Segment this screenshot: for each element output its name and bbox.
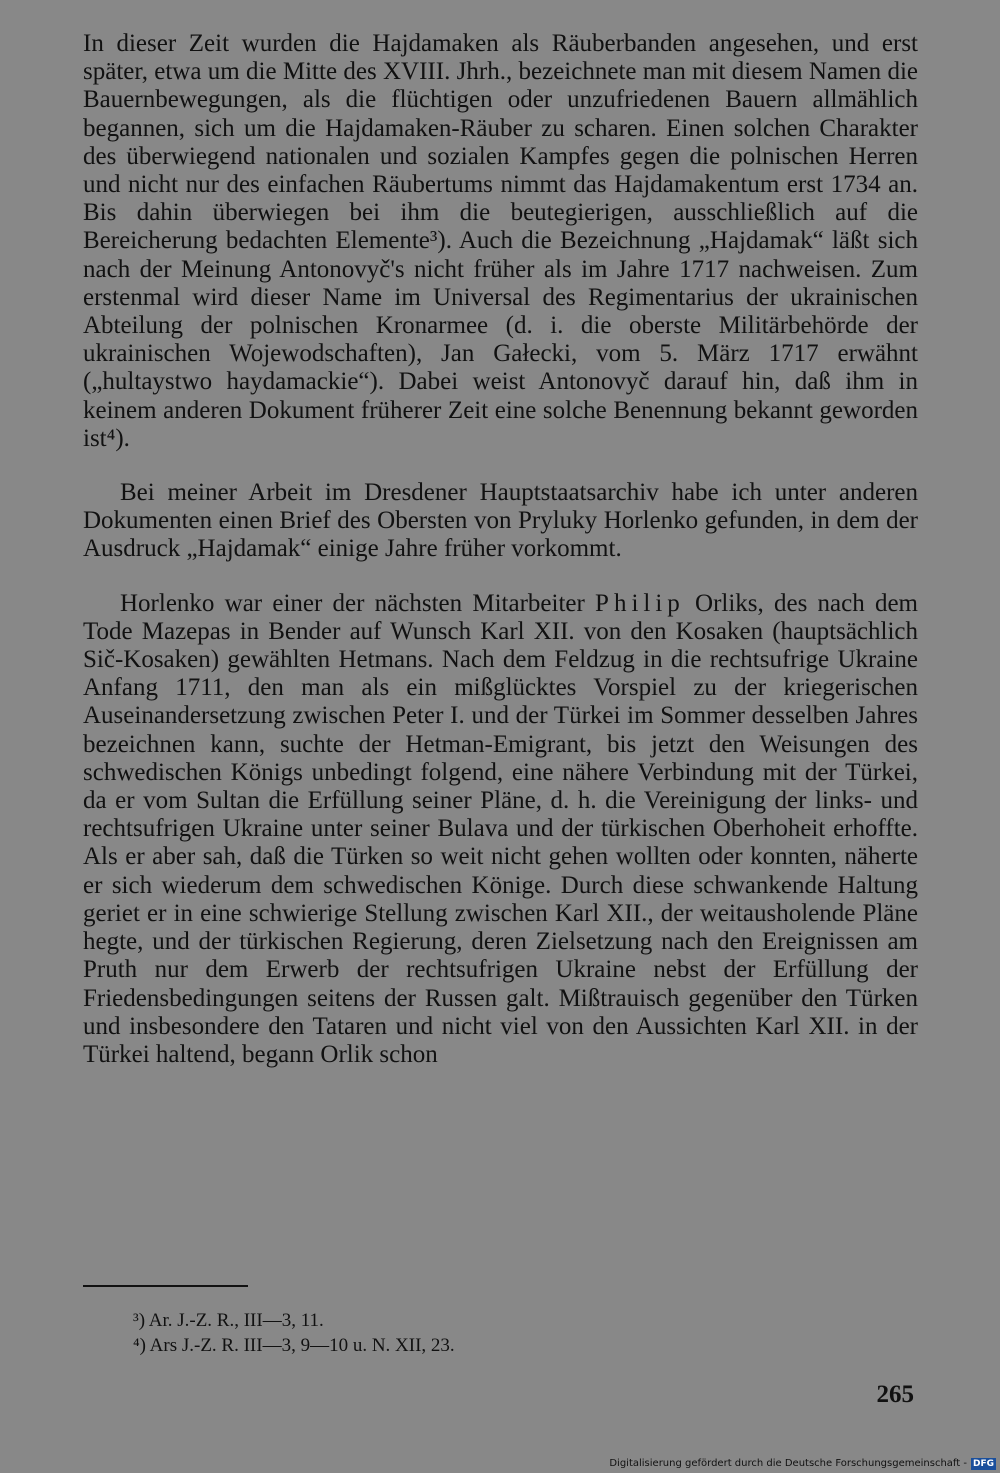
paragraph-3-rest: Orliks, des nach dem Tode Mazepas in Bender auf Wunsch Karl XII. von den Kosaken (hauptsächlich Sič-Kosaken) gewählten Hetmans. Nach dem Feldzug in die rechtsufrige Ukraine Anfang 1711, den man als ein mißglücktes Vorspiel zu der kriegerischen Auseinandersetzung zwischen Peter I. und der Türkei im Sommer desselben Jahres bezeichnen kann, suchte der Hetman-Emigrant, bis jetzt den Weisungen des schwedischen Königs unbedingt folgend, eine nähere Verbindung mit der Türkei, da er vom Sultan die Erfüllung seiner Pläne, d. h. die Vereinigung der links- und rechtsufrigen Ukraine unter seiner Bulava und der türkischen Oberhoheit erhoffte. Als er aber sah, daß die Türken so weit nicht gehen wollten oder konnten, näherte er sich wiederum dem schwedischen Könige. Durch diese schwankende Haltung geriet er in eine schwierige Stellung zwischen Karl XII., der weitausholende Pläne hegte, und der türkischen Regierung, deren Zielsetzung nach den Ereignissen am Pruth nur dem Erwerb der rechtsufrigen Ukraine nebst der Erfüllung der Friedensbedingungen seitens der Russen galt. Mißtrauisch gegenüber den Türken und insbesondere den Tataren und nicht viel von den Aussichten Karl XII. in der Türkei haltend, begann Orlik schon bbox=[83, 589, 919, 1068]
footnote-3: ³) Ar. J.-Z. R., III—3, 11. bbox=[133, 1310, 324, 1331]
paragraph-3-start: Horlenko war einer der nächsten Mitarbeiter bbox=[120, 589, 596, 617]
footnote-4: ⁴) Ars J.-Z. R. III—3, 9—10 u. N. XII, 23. bbox=[133, 1335, 455, 1356]
paragraph-1: In dieser Zeit wurden die Hajdamaken als Räuberbanden angesehen, und erst später, etwa um die Mitte des XVIII. Jhrh., bezeichnete man mit diesem Namen die Bauernbewegungen, als die flüchtigen oder unzufriedenen Bauern allmählich begannen, sich um die Hajdamaken-Räuber zu scharen. Einen solchen Charakter des überwiegend nationalen und sozialen Kampfes gegen die polnischen Herren und nicht nur des einfachen Räubertums nimmt das Hajdamakentum erst 1734 an. Bis dahin überwiegen bei ihm die beutegierigen, ausschließlich auf die Bereicherung bedachten Elemente³). Auch die Bezeichnung „Hajdamak“ läßt sich nach der Meinung Antonovyč's nicht früher als im Jahre 1717 nachweisen. Zum erstenmal wird dieser Name im Universal des Regimentarius der ukrainischen Abteilung der polnischen Kronarmee (d. i. die oberste Militärbehörde der ukrainischen Wojewodschaften), Jan Gałecki, vom 5. März 1717 erwähnt („hultaystwo haydamackie“). Dabei weist Antonovyč darauf hin, daß ihm in keinem anderen Dokument früherer Zeit eine solche Benennung bekannt geworden ist⁴). bbox=[83, 30, 918, 452]
paragraph-2: Bei meiner Arbeit im Dresdener Hauptstaatsarchiv habe ich unter anderen Dokumenten einen Brief des Obersten von Pryluky Horlenko gefunden, in dem der Ausdruck „Hajdamak“ einige Jahre früher vorkommt. bbox=[83, 479, 918, 563]
page-number: 265 bbox=[876, 1381, 914, 1408]
footnotes bbox=[133, 1308, 455, 1358]
digitization-credit bbox=[603, 1454, 1000, 1473]
paragraph-3 bbox=[83, 590, 918, 1069]
page-body bbox=[83, 30, 918, 1069]
spaced-name: Philip bbox=[595, 589, 685, 617]
credit-text: Digitalisierung gefördert durch die Deutsche Forschungsgemeinschaft - bbox=[609, 1458, 967, 1469]
dfg-logo-icon: DFG bbox=[972, 1458, 994, 1469]
footnote-divider bbox=[83, 1285, 248, 1287]
